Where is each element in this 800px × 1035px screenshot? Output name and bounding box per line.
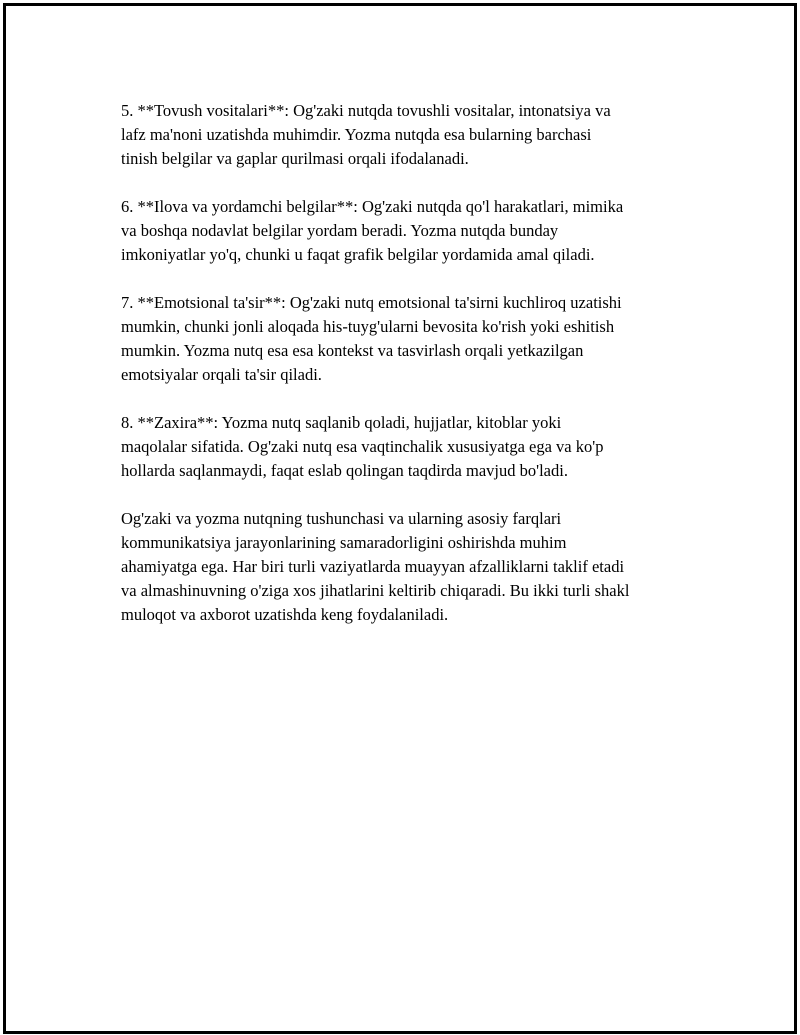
page-frame (3, 3, 797, 1034)
paragraph-emotsional-tasir: 7. **Emotsional ta'sir**: Og'zaki nutq emotsional ta'sirni kuchliroq uzatishi mumkin, chunki jonli aloqada his-tuyg'ularni bevosita ko'rish yoki eshitish mumkin. Yozma nutq esa esa kontekst va tasvirlash orqali yetkazilgan emotsiyalar orqali ta'sir qiladi. (121, 293, 622, 384)
paragraph-conclusion: Og'zaki va yozma nutqning tushunchasi va ularning asosiy farqlari kommunikatsiya jarayonlarining samaradorligini oshirishda muhim ahamiyatga ega. Har biri turli vaziyatlarda muayyan afzalliklarni taklif etadi va almashinuvning o'ziga xos jihatlarini keltirib chiqaradi. Bu ikki turli shakl muloqot va axborot uzatishda keng foydalaniladi. (121, 509, 630, 624)
document-body (121, 99, 701, 651)
paragraph-zaxira: 8. **Zaxira**: Yozma nutq saqlanib qoladi, hujjatlar, kitoblar yoki maqolalar sifatida. Og'zaki nutq esa vaqtinchalik xususiyatga ega va ko'p hollarda saqlanmaydi, faqat eslab qolingan taqdirda mavjud bo'ladi. (121, 413, 604, 480)
paragraph-ilova-belgilar: 6. **Ilova va yordamchi belgilar**: Og'zaki nutqda qo'l harakatlari, mimika va boshqa nodavlat belgilar yordam beradi. Yozma nutqda bunday imkoniyatlar yo'q, chunki u faqat grafik belgilar yordamida amal qiladi. (121, 197, 624, 264)
paragraph-tovush-vositalari: 5. **Tovush vositalari**: Og'zaki nutqda tovushli vositalar, intonatsiya va lafz ma'noni uzatishda muhimdir. Yozma nutqda esa bularning barchasi tinish belgilar va gaplar qurilmasi orqali ifodalanadi. (121, 101, 611, 168)
